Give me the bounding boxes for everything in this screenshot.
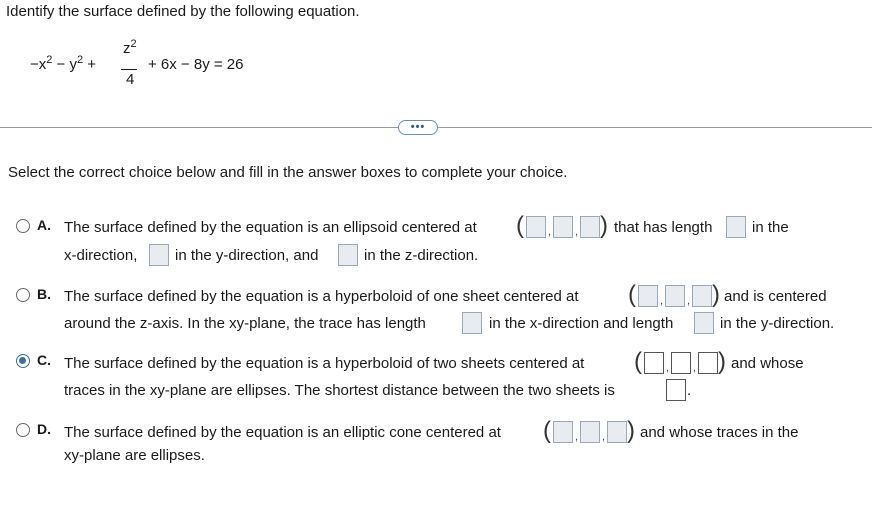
- close-paren: ): [600, 212, 608, 239]
- close-paren: ): [718, 348, 726, 375]
- comma: ,: [575, 226, 579, 238]
- center-y-box[interactable]: [553, 216, 573, 238]
- choice-d-text: xy-plane are ellipses.: [64, 447, 205, 464]
- close-paren: ): [712, 281, 720, 308]
- center-y-box[interactable]: [665, 285, 685, 307]
- choice-c-text: The surface defined by the equation is a hyperboloid of two sheets centered at: [64, 355, 585, 372]
- choice-b-text: and is centered: [724, 288, 827, 305]
- comma: ,: [548, 226, 552, 238]
- equation-right: + 6x − 8y = 26: [148, 56, 244, 73]
- choice-a-radio[interactable]: [16, 219, 30, 233]
- choice-c-text: .: [687, 382, 692, 399]
- choice-d-radio[interactable]: [16, 423, 30, 437]
- y-length-box[interactable]: [149, 244, 169, 266]
- shortest-distance-box[interactable]: [666, 379, 686, 401]
- equation: [30, 40, 290, 95]
- comma: ,: [575, 431, 579, 443]
- z-length-box[interactable]: [338, 244, 358, 266]
- comma: ,: [693, 362, 697, 374]
- choice-a-text: in the y-direction, and: [175, 247, 319, 264]
- center-z-box[interactable]: [607, 421, 627, 443]
- equation-left: $-x^2 - y^2$ +: [30, 54, 97, 73]
- show-more-button[interactable]: •••: [398, 120, 438, 135]
- choice-a-text: in the: [752, 219, 789, 236]
- choice-b-text: in the x-direction and length: [489, 315, 674, 332]
- choice-b-text: The surface defined by the equation is a hyperboloid of one sheet centered at: [64, 288, 579, 305]
- choice-d-letter: D.: [37, 421, 51, 437]
- choice-a-text: x-direction,: [64, 247, 138, 264]
- choice-c-text: and whose: [731, 355, 804, 372]
- center-y-box[interactable]: [671, 352, 691, 374]
- choice-c-letter: C.: [37, 352, 51, 368]
- choice-a-text: in the z-direction.: [364, 247, 479, 264]
- center-z-box[interactable]: [698, 352, 718, 374]
- instruction-text: Select the correct choice below and fill in the answer boxes to complete your choice.: [8, 164, 568, 181]
- choice-b-text: in the y-direction.: [720, 315, 835, 332]
- choice-c-text: traces in the xy-plane are ellipses. The shortest distance between the two sheets is: [64, 382, 615, 399]
- trace-y-length-box[interactable]: [694, 312, 714, 334]
- choice-b-letter: B.: [37, 286, 51, 302]
- fraction-numerator: $z^2$: [123, 38, 137, 57]
- choice-a-text: that has length: [614, 219, 713, 236]
- center-z-box[interactable]: [580, 216, 600, 238]
- comma: ,: [666, 362, 670, 374]
- open-paren: (: [516, 212, 524, 239]
- choice-d-text: and whose traces in the: [640, 424, 799, 441]
- choice-d-text: The surface defined by the equation is an elliptic cone centered at: [64, 424, 501, 441]
- x-length-box[interactable]: [726, 216, 746, 238]
- choice-b-radio[interactable]: [16, 288, 30, 302]
- center-z-box[interactable]: [692, 285, 712, 307]
- center-x-box[interactable]: [526, 216, 546, 238]
- close-paren: ): [627, 417, 635, 444]
- fraction-bar: [121, 69, 137, 70]
- choice-a-text: The surface defined by the equation is an ellipsoid centered at: [64, 219, 477, 236]
- open-paren: (: [634, 348, 642, 375]
- choice-a-letter: A.: [37, 217, 51, 233]
- question-title: Identify the surface defined by the following equation.: [6, 3, 360, 20]
- fraction-denominator: 4: [126, 71, 135, 88]
- trace-x-length-box[interactable]: [462, 312, 482, 334]
- center-x-box[interactable]: [644, 352, 664, 374]
- choice-b-text: around the z-axis. In the xy-plane, the trace has length: [64, 315, 426, 332]
- open-paren: (: [628, 281, 636, 308]
- comma: ,: [687, 295, 691, 307]
- comma: ,: [660, 295, 664, 307]
- open-paren: (: [543, 417, 551, 444]
- center-y-box[interactable]: [580, 421, 600, 443]
- center-x-box[interactable]: [553, 421, 573, 443]
- choice-c-radio[interactable]: [16, 354, 30, 368]
- center-x-box[interactable]: [638, 285, 658, 307]
- comma: ,: [602, 431, 606, 443]
